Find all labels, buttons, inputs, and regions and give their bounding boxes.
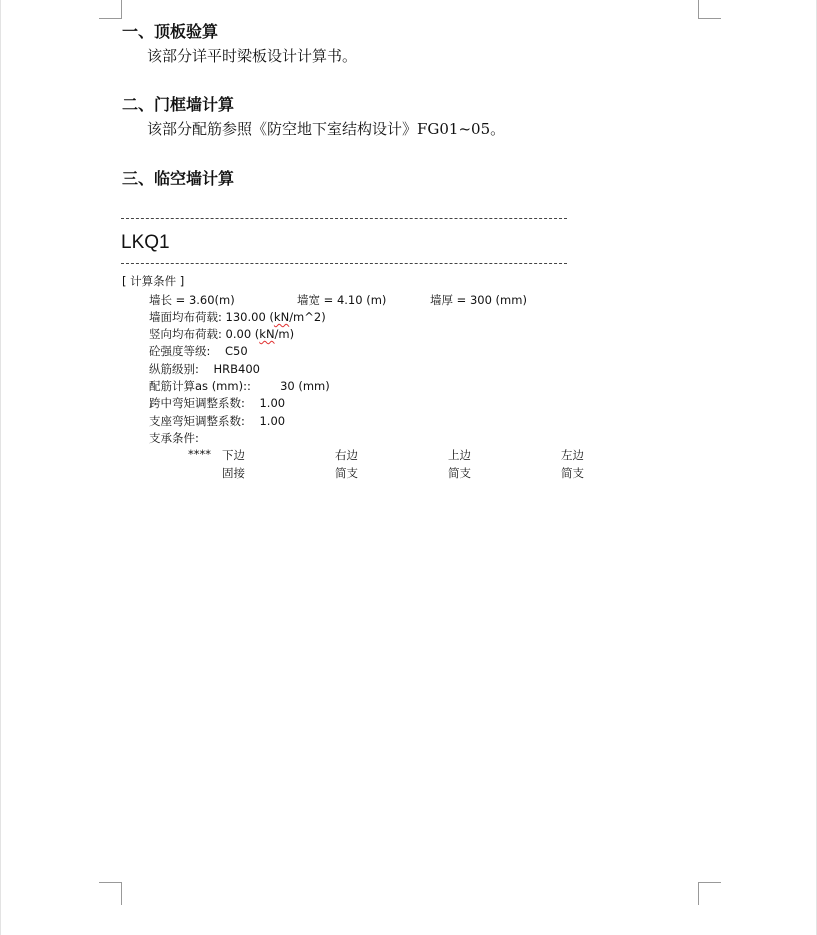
support-value-right: 简支 bbox=[335, 466, 358, 480]
member-name: LKQ1 bbox=[121, 232, 170, 253]
support-header-right: 右边 bbox=[335, 448, 358, 462]
vertical-load bbox=[149, 326, 294, 342]
vertical-load-suffix: /m) bbox=[274, 327, 295, 341]
margin-mark-bottom-left bbox=[99, 882, 122, 905]
support-value-top: 简支 bbox=[448, 466, 471, 480]
vertical-load-prefix: 竖向均布荷载: 0.00 ( bbox=[149, 327, 260, 341]
support-title: 支承条件: bbox=[149, 431, 199, 445]
section-1-body: 该部分详平时梁板设计计算书。 bbox=[147, 47, 358, 65]
support-header-left: 左边 bbox=[561, 448, 584, 462]
rebar-cover: 配筋计算as (mm):: 30 (mm) bbox=[149, 379, 330, 393]
support-header-prefix: **** bbox=[188, 447, 211, 461]
section-2-body: 该部分配筋参照《防空地下室结构设计》FG01~05。 bbox=[147, 120, 506, 138]
support-value-bottom: 固接 bbox=[222, 466, 245, 480]
concrete-grade: 砼强度等级: C50 bbox=[149, 344, 248, 358]
surface-load bbox=[149, 309, 326, 325]
margin-mark-bottom-right bbox=[698, 882, 721, 905]
wall-width: 墙宽 = 4.10 (m) bbox=[297, 293, 387, 307]
rebar-grade: 纵筋级别: HRB400 bbox=[149, 362, 260, 376]
wall-thickness: 墙厚 = 300 (mm) bbox=[430, 293, 527, 307]
support-value-left: 简支 bbox=[561, 466, 584, 480]
conditions-title: [ 计算条件 ] bbox=[122, 274, 185, 288]
margin-mark-top-right bbox=[698, 0, 721, 19]
section-1-heading: 一、顶板验算 bbox=[122, 22, 219, 41]
section-2-heading: 二、门框墙计算 bbox=[122, 95, 235, 114]
divider-bottom bbox=[121, 263, 567, 264]
support-factor: 支座弯矩调整系数: 1.00 bbox=[149, 414, 286, 428]
surface-load-prefix: 墙面均布荷载: 130.00 ( bbox=[149, 310, 274, 324]
surface-load-suffix: /m^2) bbox=[289, 310, 326, 324]
surface-load-unit-word: kN bbox=[273, 310, 290, 324]
support-header-bottom: 下边 bbox=[222, 448, 245, 462]
divider-top bbox=[121, 218, 567, 219]
section-3-heading: 三、临空墙计算 bbox=[122, 169, 235, 188]
support-header-top: 上边 bbox=[448, 448, 471, 462]
vertical-load-unit-word: kN bbox=[259, 327, 275, 341]
margin-mark-top-left bbox=[99, 0, 122, 19]
mid-span-factor: 跨中弯矩调整系数: 1.00 bbox=[149, 396, 286, 410]
wall-length: 墙长 = 3.60(m) bbox=[149, 293, 235, 307]
